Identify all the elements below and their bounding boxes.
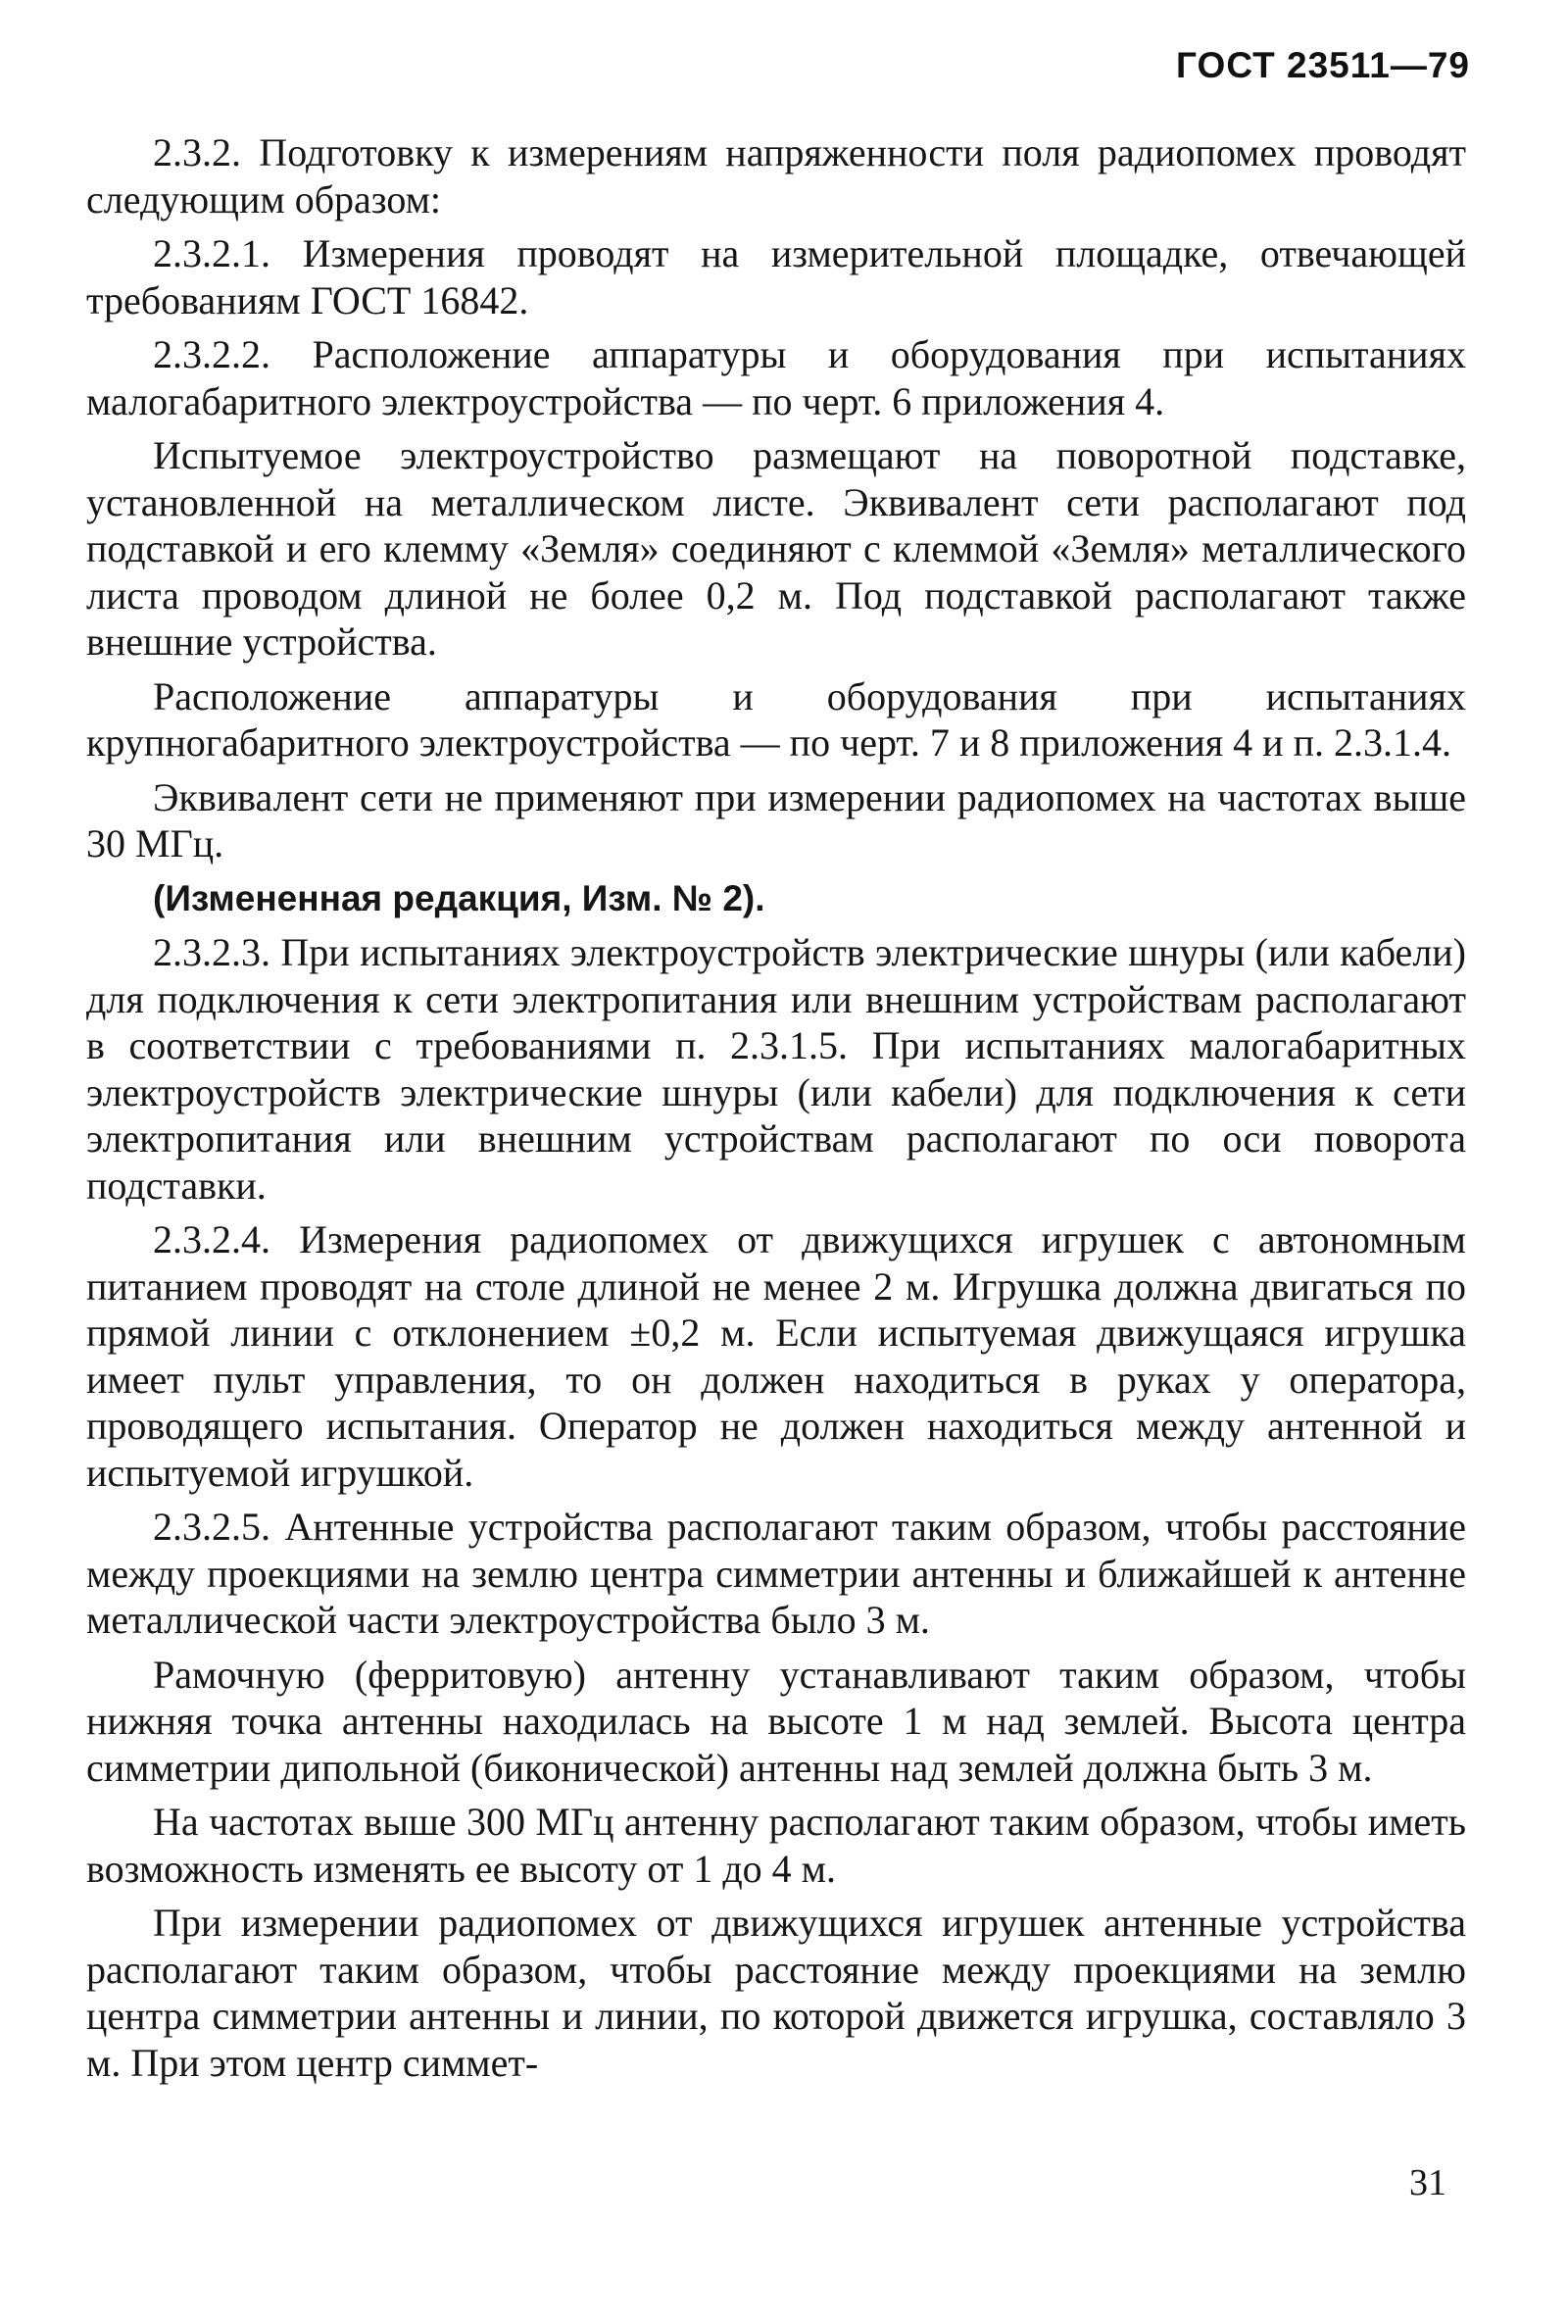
paragraph-large-device-placement: Расположение аппаратуры и оборудования при испытаниях крупногабаритного электроустройства — по черт. 7 и 8 приложения 4 и п. 2.3.1.4. [86, 673, 1466, 765]
edition-note: (Измененная редакция, Изм. № 2). [153, 877, 765, 918]
paragraph-network-equivalent: Эквивалент сети не применяют при измерении радиопомех на частотах выше 30 МГц. [86, 774, 1466, 865]
paragraph-loop-antenna: Рамочную (ферритовую) антенну устанавливают таким образом, чтобы нижняя точка антенны находилась на высоте 1 м над землей. Высота центра симметрии дипольной (биконической) антенны над землей должна быть 3 м. [86, 1652, 1466, 1790]
paragraph-2-3-2-3: 2.3.2.3. При испытаниях электроустройств электрические шнуры (или кабели) для подключения к сети электропитания или внешним устройствам располагают в соответствии с требованиями п. 2.3.1.5. При испытаниях малогабаритных электроустройств электрические шнуры (или кабели) для подключения к сети электропитания или внешним устройствам располагают по оси поворота подставки. [86, 930, 1466, 1208]
page-number: 31 [1409, 2162, 1446, 2203]
paragraph-2-3-2-2: 2.3.2.2. Расположение аппаратуры и оборудования при испытаниях малогабаритного электроустройства — по черт. 6 приложения 4. [86, 332, 1466, 423]
paragraph-moving-toys-antenna: При измерении радиопомех от движущихся игрушек антенные устройства располагают таким образом, чтобы расстояние между проекциями на землю центра симметрии антенны и линии, по которой движется игрушка, составляло 3 м. При этом центр симмет- [86, 1901, 1466, 2085]
paragraph-2-3-2-5: 2.3.2.5. Антенные устройства располагают таким образом, чтобы расстояние между проекциями на землю центра симметрии антенны и ближайшей к антенне металлической части электроустройства было 3 м. [86, 1505, 1466, 1642]
paragraph-equipment-placement: Испытуемое электроустройство размещают на поворотной подставке, установленной на металлическом листе. Эквивалент сети располагают под подставкой и его клемму «Земля» соединяют с клеммой «Земля» металлического листа проводом длиной не более 0,2 м. Под подставкой располагают также внешние устройства. [86, 433, 1466, 664]
document-body [86, 129, 1466, 2094]
paragraph-2-3-2: 2.3.2. Подготовку к измерениям напряженности поля радиопомех проводят следующим образом: [86, 130, 1466, 222]
paragraph-high-frequency-antenna: На частотах выше 300 МГц антенну располагают таким образом, чтобы иметь возможность изменять ее высоту от 1 до 4 м. [86, 1800, 1466, 1891]
paragraph-2-3-2-1: 2.3.2.1. Измерения проводят на измерительной площадке, отвечающей требованиям ГОСТ 16842. [86, 231, 1466, 322]
paragraph-2-3-2-4: 2.3.2.4. Измерения радиопомех от движущихся игрушек с автономным питанием проводят на столе длиной не менее 2 м. Игрушка должна двигаться по прямой линии с отклонением ±0,2 м. Если испытуемая движущаяся игрушка имеет пульт управления, то он должен находиться в руках у оператора, проводящего испытания. Оператор не должен находиться между антенной и испытуемой игрушкой. [86, 1217, 1466, 1495]
standard-header: ГОСТ 23511—79 [1176, 45, 1470, 85]
